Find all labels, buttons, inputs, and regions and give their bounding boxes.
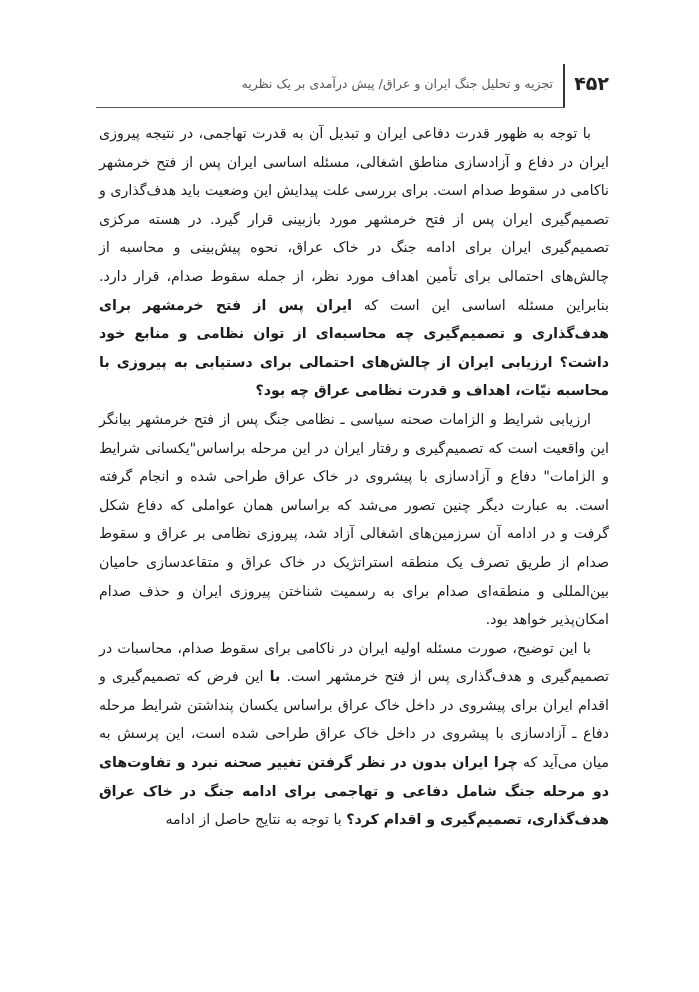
header-horizontal-rule [96,107,565,108]
paragraph-1-bold-question: ایران پس از فتح خرمشهر برای هدف‌گذاری و تصمیم‌گیری چه محاسبه‌ای از توان نظامی و منابع خود داشت؟ ارزیابی ایران از چالش‌های احتمالی برای دستیابی به پیروزی با محاسبه نیّات، اهداف و قدرت نظامی عراق چه بود؟ [99,297,609,400]
page-number: ۴۵۲ [574,73,609,95]
paragraph-3-bold-question: چرا ایران بدون در نظر گرفتن تغییر صحنه نبرد و تفاوت‌های دو مرحله جنگ شامل دفاعی و تهاجمی برای ادامه جنگ در خاک عراق هدف‌گذاری، تصمیم‌گیری و اقدام کرد؟ [99,755,609,829]
paragraph-1-text: با توجه به ظهور قدرت دفاعی ایران و تبدیل آن به قدرت تهاجمی، در نتیجه پیروزی ایران در دفاع و آزادسازی مناطق اشغالی، مسئله اساسی ایران پس از فتح خرمشهر ناکامی در سقوط صدام است. برای بررسی علت پیدایش این وضعیت باید هدف‌گذاری و تصمیم‌گیری ایران پس از فتح خرمشهر مورد بازبینی قرار گیرد. در هسته مرکزی تصمیم‌گیری ایران برای ادامه جنگ در خاک عراق، نحوه پیش‌بینی و محاسبه از چالش‌های احتمالی برای تأمین اهداف مورد نظر، از جمله سقوط صدام، قرار دارد. بنابراین مسئله اساسی این است که [99,126,609,314]
paragraph-3-text-b: این فرض که تصمیم‌گیری و اقدام ایران برای پیشروی در داخل خاک عراق براساس یکسان پنداشتن شرایط مرحله دفاع ـ آزادسازی با پیشروی در داخل خاک عراق طراحی شده است، این پرسش به میان می‌آید که [99,669,609,772]
paragraph-2-text: ارزیابی شرایط و الزامات صحنه سیاسی ـ نظامی جنگ پس از فتح خرمشهر بیانگر این واقعیت است که تصمیم‌گیری و رفتار ایران در این مرحله براساس"یکسانی شرایط و الزامات" دفاع و آزادسازی با پیشروی در خاک عراق طراحی شده و انجام گرفته است. به عبارت دیگر چنین تصور می‌شد که براساس همان عواملی که دفاع شکل گرفت و در ادامه آن سرزمین‌های اشغالی آزاد شد، پیروزی نظامی بر عراق و سقوط صدام از طریق تصرف یک منطقه استراتژیک در خاک عراق و متقاعدسازی حامیان بین‌المللی و منطقه‌ای صدام برای به رسمیت شناختن پیروزی ایران و حذف صدام امکان‌پذیر خواهد بود. [99,411,609,629]
paragraph-3-text-c: با توجه به نتایج حاصل از ادامه [165,812,347,829]
header-vertical-divider [563,64,565,108]
paragraph-1 [99,120,609,406]
running-title: تجزیه و تحلیل جنگ ایران و عراق/ پیش درآمدی بر یک نظریه [241,76,553,91]
body-text [99,120,609,835]
paragraph-3 [99,635,609,835]
paragraph-3-text-a: با این توضیح، صورت مسئله اولیه ایران در ناکامی برای سقوط صدام، محاسبات در تصمیم‌گیری و هدف‌گذاری پس از فتح خرمشهر است. [99,640,609,686]
page-header [96,56,611,108]
paragraph-2 [99,406,609,635]
paragraph-3-bold-a: با [269,669,281,686]
